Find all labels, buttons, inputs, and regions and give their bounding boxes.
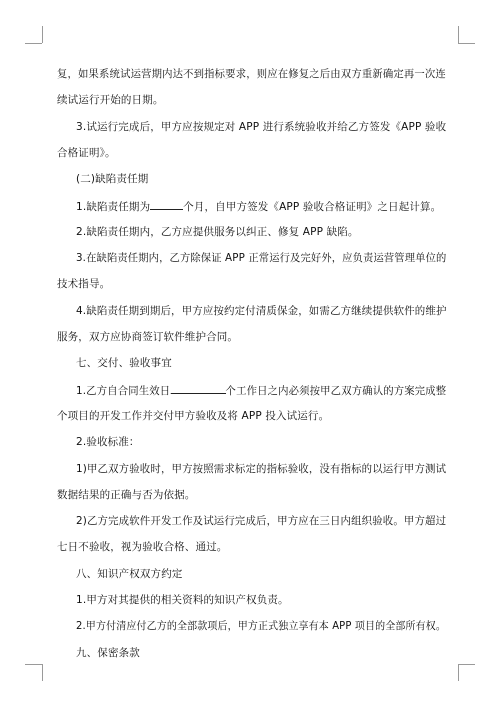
section-heading: 七、交付、验收事宜 — [76, 357, 172, 369]
line-text: 个月，自甲方签发《APP 验收合格证明》之日起计算。 — [183, 201, 442, 213]
paragraph-line: 续试运行开始的日期。 — [57, 94, 164, 106]
paragraph-line: 3.在缺陷责任期内，乙方除保证 APP 正常运行及完好外，应负责运营管理单位的 — [76, 252, 447, 264]
paragraph-line: 2.验收标准： — [76, 436, 140, 448]
paragraph-line: 3.试运行完成后，甲方应按规定对 APP 进行系统验收并给乙方签发《APP 验收 — [76, 121, 447, 133]
paragraph-line: 4.缺陷责任期到期后，甲方应按约定付清质保金，如需乙方继续提供软件的维护 — [76, 305, 447, 317]
paragraph-line: 个项目的开发工作并交付甲方验收及将 APP 投入试运行。 — [57, 410, 330, 422]
corner-mark-bottom-left — [25, 664, 42, 665]
corner-mark-bottom-right — [458, 664, 459, 681]
corner-mark-top-left — [42, 26, 43, 43]
paragraph-line: 2)乙方完成软件开发工作及试运行完成后，甲方应在三日内组织验收。甲方超过 — [76, 515, 447, 527]
paragraph-line — [76, 383, 446, 398]
fill-in-blank[interactable] — [170, 383, 225, 394]
paragraph-line: 合格证明》。 — [57, 147, 116, 159]
paragraph-line: 服务，双方应协商签订软件维护合同。 — [57, 331, 239, 343]
paragraph-line: 七日不验收，视为验收合格、通过。 — [57, 541, 228, 553]
section-heading: (二)缺陷责任期 — [76, 173, 149, 185]
fill-in-blank[interactable] — [150, 199, 183, 210]
section-heading: 八、知识产权双方约定 — [76, 568, 183, 580]
paragraph-line: 2.甲方付清应付乙方的全部款项后，甲方正式独立享有本 APP 项目的全部所有权。 — [76, 620, 446, 632]
line-text: 1.缺陷责任期为 — [76, 201, 151, 213]
line-text: 1.乙方自合同生效日 — [76, 385, 171, 397]
paragraph-line — [76, 199, 441, 214]
corner-mark-top-right — [458, 43, 475, 44]
paragraph-line: 数据结果的正确与否为依据。 — [57, 489, 196, 501]
line-text: 个工作日之内必须按甲乙双方确认的方案完成整 — [225, 385, 447, 397]
paragraph-line: 1.甲方对其提供的相关资料的知识产权负责。 — [76, 594, 289, 606]
paragraph-line: 技术指导。 — [57, 278, 111, 290]
paragraph-line: 1)甲乙双方验收时，甲方按照需求标定的指标验收，没有指标的以运行甲方测试 — [76, 463, 447, 475]
paragraph-line: 复，如果系统试运营期内达不到指标要求，则应在修复之后由双方重新确定再一次连 — [57, 68, 446, 80]
corner-mark-top-right — [458, 26, 459, 43]
section-heading: 九、保密条款 — [76, 647, 140, 659]
corner-mark-bottom-right — [458, 664, 475, 665]
corner-mark-bottom-left — [42, 664, 43, 681]
paragraph-line: 2.缺陷责任期内，乙方应提供服务以纠正、修复 APP 缺陷。 — [76, 226, 359, 238]
corner-mark-top-left — [25, 43, 42, 44]
